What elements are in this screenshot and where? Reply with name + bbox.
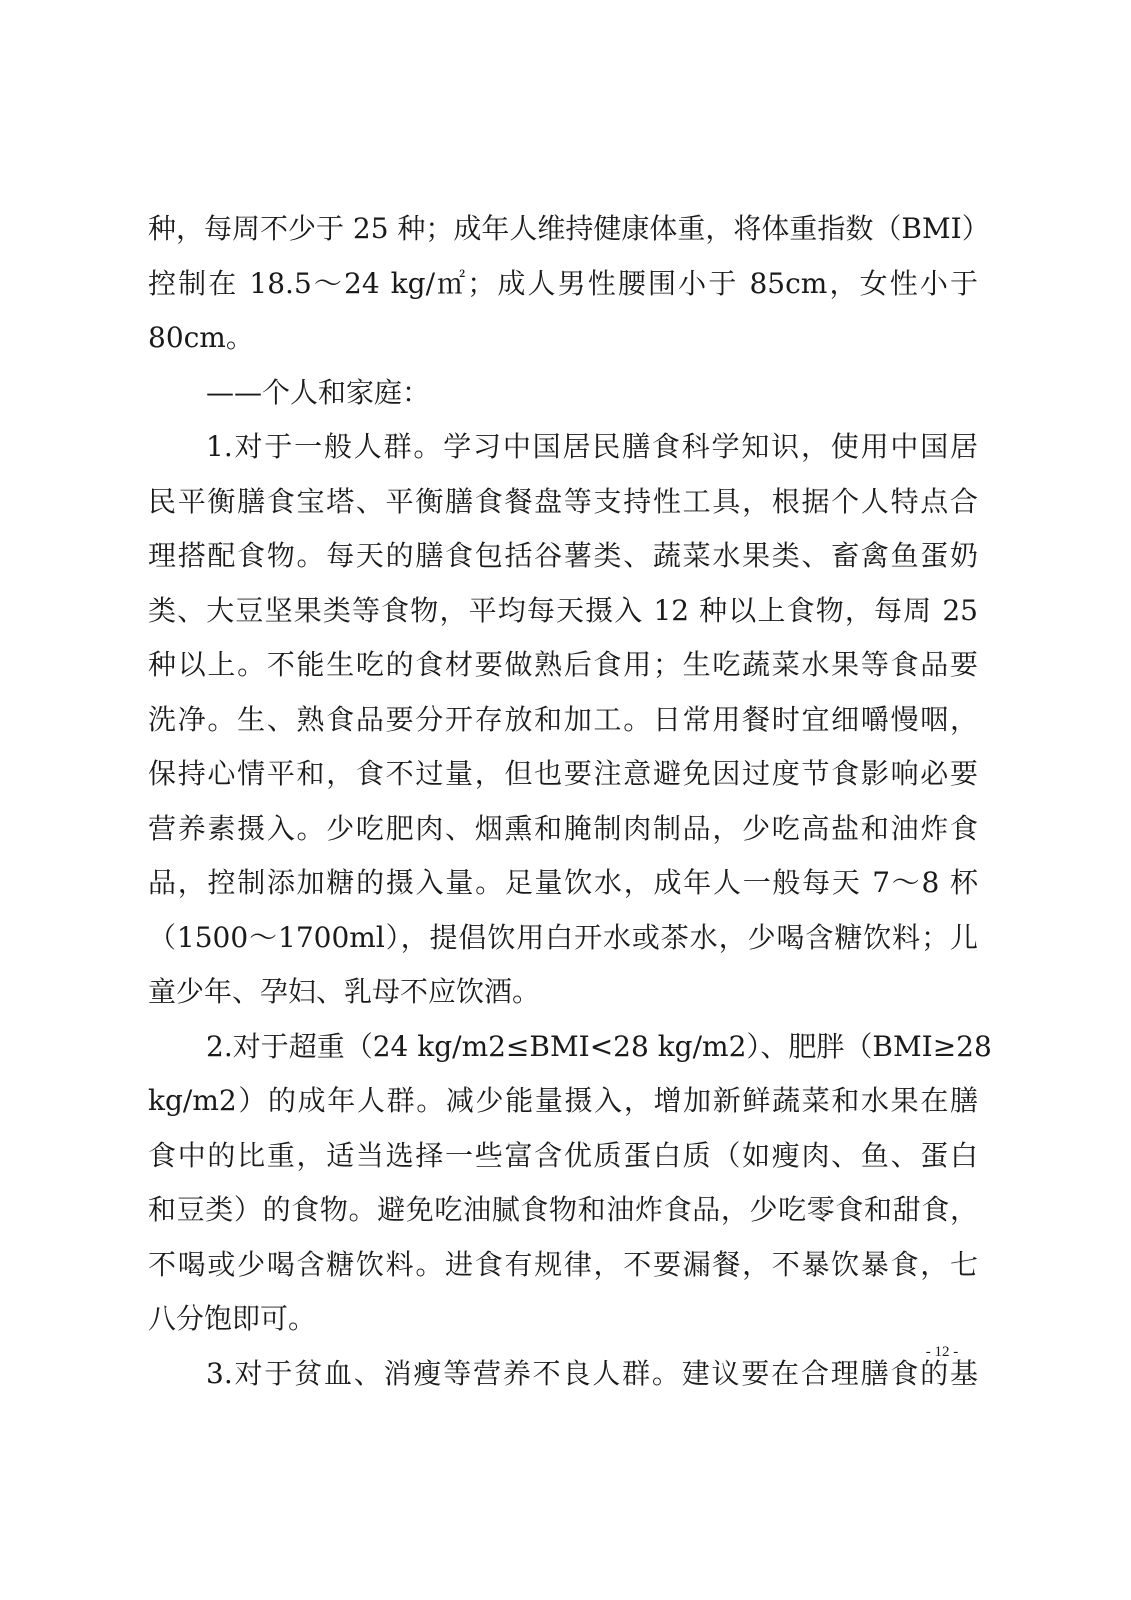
text-line: 80cm。 [148, 321, 254, 354]
section-heading: ——个人和家庭： [206, 375, 431, 409]
text-line: 类、大豆坚果类等食物，平均每天摄入 12 种以上食物，每周 25 [148, 593, 978, 627]
text-line: 洗净。生、熟食品要分开存放和加工。日常用餐时宜细嚼慢咽， [148, 702, 978, 736]
text-line: （1500～1700ml），提倡饮用白开水或茶水，少喝含糖饮料；儿 [148, 920, 978, 954]
text-line: 和豆类）的食物。避免吃油腻食物和油炸食品，少吃零食和甜食， [148, 1193, 978, 1226]
body-text [148, 202, 992, 1401]
text-line: 童少年、孕妇、乳母不应饮酒。 [148, 975, 541, 1008]
text-line: kg/m2）的成年人群。减少能量摄入，增加新鲜蔬菜和水果在膳 [148, 1084, 978, 1117]
text-line: 保持心情平和，食不过量，但也要注意避免因过度节食影响必要 [148, 757, 978, 790]
text-line: 食中的比重，适当选择一些富含优质蛋白质（如瘦肉、鱼、蛋白 [148, 1138, 978, 1172]
text-line: 3.对于贫血、消瘦等营养不良人群。建议要在合理膳食的基 [206, 1356, 978, 1390]
text-line: 1.对于一般人群。学习中国居民膳食科学知识，使用中国居 [206, 430, 978, 463]
text-line: 2.对于超重（24 kg/m2≤BMI<28 kg/m2）、肥胖（BMI≥28 [206, 1029, 992, 1063]
text-line: 控制在 18.5～24 kg/㎡；成人男性腰围小于 85cm，女性小于 [148, 266, 978, 300]
text-line: 理搭配食物。每天的膳食包括谷薯类、蔬菜水果类、畜禽鱼蛋奶 [148, 539, 978, 572]
text-line: 营养素摄入。少吃肥肉、烟熏和腌制肉制品，少吃高盐和油炸食 [148, 811, 978, 845]
text-line: 民平衡膳食宝塔、平衡膳食餐盘等支持性工具，根据个人特点合 [148, 484, 978, 518]
text-line: 种以上。不能生吃的食材要做熟后食用；生吃蔬菜水果等食品要 [148, 648, 978, 681]
text-line: 种，每周不少于 25 种；成年人维持健康体重，将体重指数（BMI） [148, 212, 990, 245]
text-line: 不喝或少喝含糖饮料。进食有规律，不要漏餐，不暴饮暴食，七 [148, 1247, 978, 1281]
page-number: - 12 - [925, 1344, 959, 1360]
text-line: 八分饱即可。 [148, 1302, 317, 1335]
text-line: 品，控制添加糖的摄入量。足量饮水，成年人一般每天 7～8 杯 [148, 866, 978, 899]
